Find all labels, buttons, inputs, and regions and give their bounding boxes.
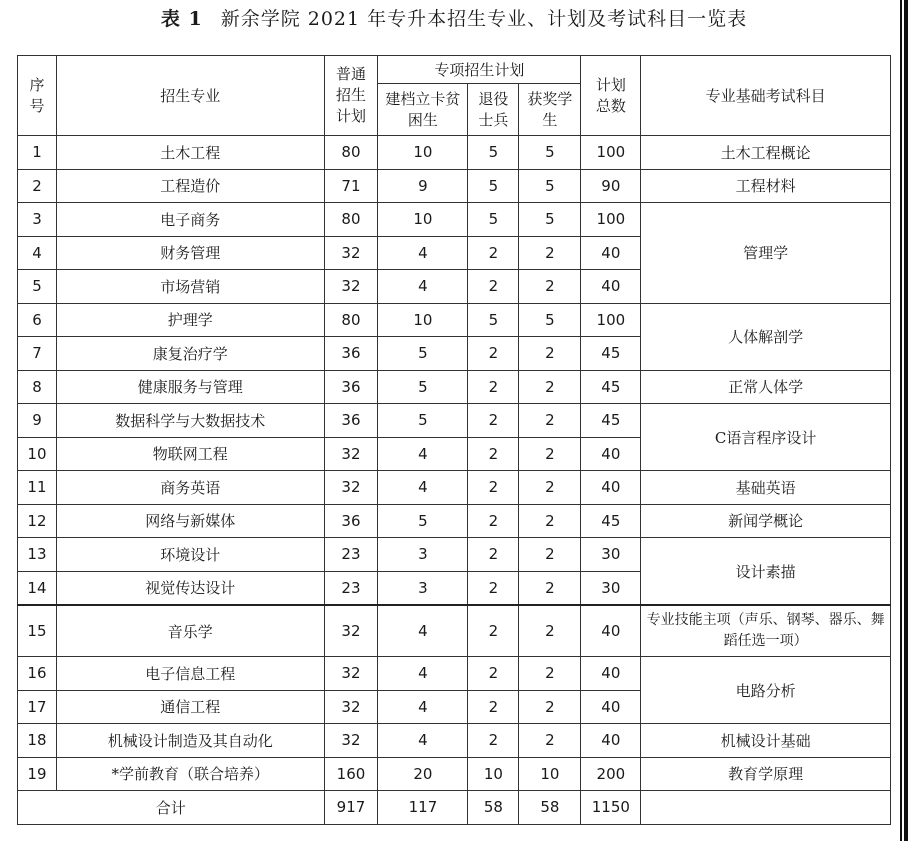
table-cell: 2	[468, 370, 519, 404]
header-veteran: 退役士兵	[468, 84, 519, 136]
table-title	[0, 4, 908, 31]
table-cell: 网络与新媒体	[56, 504, 324, 538]
enrollment-table	[17, 55, 891, 825]
table-cell: 80	[324, 203, 378, 237]
table-cell: 2	[519, 404, 581, 438]
table-cell: 40	[581, 724, 641, 758]
exam-cell: 人体解剖学	[641, 303, 891, 370]
table-cell: 2	[468, 538, 519, 572]
table-cell: 10	[468, 757, 519, 791]
table-cell: 2	[468, 504, 519, 538]
table-cell: 4	[378, 724, 468, 758]
table-cell: 数据科学与大数据技术	[56, 404, 324, 438]
exam-cell: 教育学原理	[641, 757, 891, 791]
table-cell: 4	[18, 236, 57, 270]
table-cell: 2	[468, 690, 519, 724]
table-cell: 市场营销	[56, 270, 324, 304]
table-cell: 19	[18, 757, 57, 791]
table-cell: 5	[378, 337, 468, 371]
table-cell: 80	[324, 136, 378, 170]
table-cell: 10	[378, 203, 468, 237]
table-cell: 5	[519, 303, 581, 337]
table-cell: 2	[468, 270, 519, 304]
table-cell: 通信工程	[56, 690, 324, 724]
table-cell: 32	[324, 724, 378, 758]
header-total: 计划总数	[581, 56, 641, 136]
table-row	[18, 538, 891, 572]
table-cell: 40	[581, 471, 641, 505]
table-cell: 商务英语	[56, 471, 324, 505]
table-cell: 5	[468, 303, 519, 337]
table-cell: 2	[519, 724, 581, 758]
table-cell: 2	[519, 337, 581, 371]
table-row	[18, 370, 891, 404]
table-row	[18, 136, 891, 170]
table-cell: 45	[581, 337, 641, 371]
table-cell: 45	[581, 504, 641, 538]
table-cell: 200	[581, 757, 641, 791]
total-veteran: 58	[468, 791, 519, 825]
table-cell: 100	[581, 136, 641, 170]
table-cell: 2	[519, 571, 581, 605]
table-cell: 9	[18, 404, 57, 438]
table-cell: 2	[519, 538, 581, 572]
table-cell: 2	[519, 690, 581, 724]
table-cell: 2	[468, 471, 519, 505]
table-row	[18, 757, 891, 791]
table-cell: 11	[18, 471, 57, 505]
table-cell: 财务管理	[56, 236, 324, 270]
table-cell: 8	[18, 370, 57, 404]
table-cell: 2	[519, 605, 581, 657]
table-cell: 5	[378, 504, 468, 538]
total-general: 917	[324, 791, 378, 825]
table-cell: 40	[581, 605, 641, 657]
table-cell: 4	[378, 657, 468, 691]
table-cell: 5	[468, 203, 519, 237]
table-cell: 5	[378, 404, 468, 438]
exam-cell: 设计素描	[641, 538, 891, 606]
table-cell: 3	[378, 538, 468, 572]
table-cell: 36	[324, 504, 378, 538]
table-cell: 32	[324, 471, 378, 505]
table-cell: 机械设计制造及其自动化	[56, 724, 324, 758]
table-cell: 30	[581, 571, 641, 605]
table-cell: 视觉传达设计	[56, 571, 324, 605]
table-cell: 康复治疗学	[56, 337, 324, 371]
table-cell: 电子信息工程	[56, 657, 324, 691]
table-cell: 100	[581, 203, 641, 237]
table-cell: 10	[378, 136, 468, 170]
table-cell: 32	[324, 437, 378, 471]
table-row	[18, 504, 891, 538]
table-cell: 2	[519, 504, 581, 538]
exam-cell: C语言程序设计	[641, 404, 891, 471]
table-cell: 3	[378, 571, 468, 605]
table-row	[18, 203, 891, 237]
table-cell: 40	[581, 437, 641, 471]
table-cell: 10	[378, 303, 468, 337]
table-cell: 2	[468, 437, 519, 471]
table-row	[18, 169, 891, 203]
table-cell: 2	[519, 437, 581, 471]
table-cell: 工程造价	[56, 169, 324, 203]
header-poverty: 建档立卡贫困生	[378, 84, 468, 136]
table-cell: 23	[324, 538, 378, 572]
table-cell: 36	[324, 370, 378, 404]
table-row	[18, 404, 891, 438]
table-cell: 45	[581, 370, 641, 404]
exam-cell: 正常人体学	[641, 370, 891, 404]
table-cell: 物联网工程	[56, 437, 324, 471]
header-award: 获奖学生	[519, 84, 581, 136]
table-cell: 100	[581, 303, 641, 337]
total-award: 58	[519, 791, 581, 825]
total-label: 合计	[18, 791, 325, 825]
exam-cell: 基础英语	[641, 471, 891, 505]
header-general: 普通招生计划	[324, 56, 378, 136]
table-cell: 45	[581, 404, 641, 438]
table-cell: 36	[324, 404, 378, 438]
table-cell: 32	[324, 270, 378, 304]
total-exam-empty	[641, 791, 891, 825]
total-row	[18, 791, 891, 825]
table-cell: 土木工程	[56, 136, 324, 170]
table-cell: 40	[581, 690, 641, 724]
table-cell: 4	[378, 471, 468, 505]
exam-cell: 机械设计基础	[641, 724, 891, 758]
table-cell: 10	[18, 437, 57, 471]
table-cell: 5	[519, 203, 581, 237]
exam-cell: 新闻学概论	[641, 504, 891, 538]
table-cell: 16	[18, 657, 57, 691]
table-cell: 6	[18, 303, 57, 337]
table-cell: 32	[324, 657, 378, 691]
table-cell: 10	[519, 757, 581, 791]
table-cell: 12	[18, 504, 57, 538]
total-total: 1150	[581, 791, 641, 825]
total-poverty: 117	[378, 791, 468, 825]
table-cell: 4	[378, 605, 468, 657]
table-cell: 40	[581, 270, 641, 304]
table-cell: 电子商务	[56, 203, 324, 237]
table-cell: 2	[468, 605, 519, 657]
exam-cell: 土木工程概论	[641, 136, 891, 170]
exam-cell: 工程材料	[641, 169, 891, 203]
table-cell: 32	[324, 605, 378, 657]
table-cell: 40	[581, 657, 641, 691]
table-cell: 5	[468, 169, 519, 203]
table-cell: 音乐学	[56, 605, 324, 657]
table-row	[18, 303, 891, 337]
table-cell: 32	[324, 236, 378, 270]
table-cell: 90	[581, 169, 641, 203]
table-cell: 30	[581, 538, 641, 572]
scan-edge-border	[904, 0, 908, 841]
table-cell: 5	[519, 169, 581, 203]
exam-cell: 管理学	[641, 203, 891, 304]
table-cell: 2	[468, 337, 519, 371]
table-number: 表 1	[160, 8, 203, 30]
table-row	[18, 605, 891, 657]
table-cell: 32	[324, 690, 378, 724]
exam-cell: 专业技能主项（声乐、钢琴、器乐、舞蹈任选一项）	[641, 605, 891, 657]
table-cell: 3	[18, 203, 57, 237]
table-cell: 2	[519, 370, 581, 404]
table-cell: *学前教育（联合培养）	[56, 757, 324, 791]
table-cell: 2	[468, 571, 519, 605]
header-seq: 序号	[18, 56, 57, 136]
header-exam: 专业基础考试科目	[641, 56, 891, 136]
table-cell: 2	[468, 724, 519, 758]
table-cell: 2	[519, 471, 581, 505]
table-cell: 2	[468, 236, 519, 270]
table-cell: 71	[324, 169, 378, 203]
table-cell: 15	[18, 605, 57, 657]
table-cell: 4	[378, 437, 468, 471]
table-cell: 健康服务与管理	[56, 370, 324, 404]
table-row	[18, 724, 891, 758]
table-cell: 23	[324, 571, 378, 605]
table-cell: 2	[519, 657, 581, 691]
table-row	[18, 657, 891, 691]
table-cell: 2	[468, 404, 519, 438]
table-cell: 4	[378, 270, 468, 304]
scan-edge-line	[900, 0, 902, 841]
table-cell: 7	[18, 337, 57, 371]
table-cell: 2	[468, 657, 519, 691]
table-title-text: 新余学院 2021 年专升本招生专业、计划及考试科目一览表	[220, 8, 748, 30]
table-cell: 4	[378, 690, 468, 724]
table-cell: 17	[18, 690, 57, 724]
table-cell: 5	[378, 370, 468, 404]
table-cell: 5	[18, 270, 57, 304]
table-cell: 2	[519, 236, 581, 270]
exam-cell: 电路分析	[641, 657, 891, 724]
table-cell: 14	[18, 571, 57, 605]
table-cell: 2	[18, 169, 57, 203]
table-row	[18, 471, 891, 505]
header-special: 专项招生计划	[378, 56, 581, 84]
table-cell: 5	[468, 136, 519, 170]
table-cell: 40	[581, 236, 641, 270]
table-cell: 20	[378, 757, 468, 791]
table-cell: 160	[324, 757, 378, 791]
table-cell: 9	[378, 169, 468, 203]
table-cell: 护理学	[56, 303, 324, 337]
table-cell: 80	[324, 303, 378, 337]
table-cell: 18	[18, 724, 57, 758]
table-cell: 36	[324, 337, 378, 371]
header-major: 招生专业	[56, 56, 324, 136]
table-cell: 1	[18, 136, 57, 170]
table-cell: 5	[519, 136, 581, 170]
table-cell: 2	[519, 270, 581, 304]
table-cell: 环境设计	[56, 538, 324, 572]
table-cell: 4	[378, 236, 468, 270]
table-cell: 13	[18, 538, 57, 572]
